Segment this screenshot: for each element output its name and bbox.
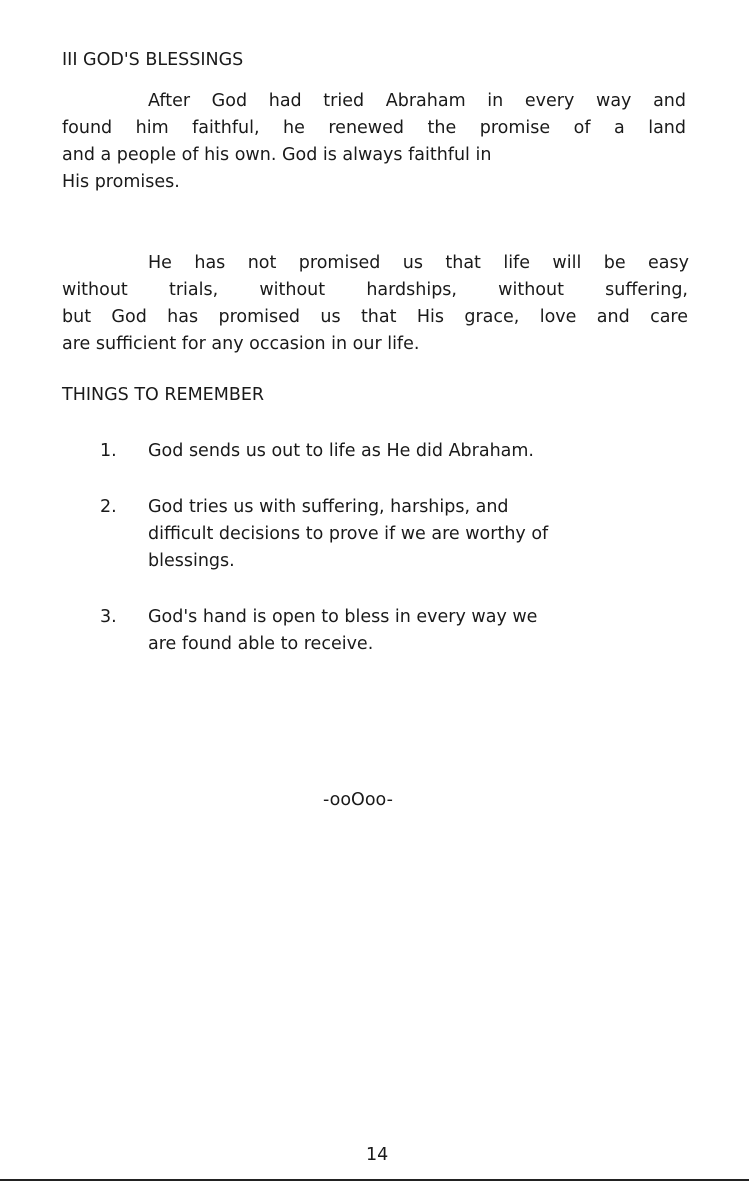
- item-line: God tries us with suffering, harships, and: [148, 497, 509, 517]
- paragraph-1-line: and a people of his own. God is always faithful in: [62, 145, 492, 165]
- paragraph-2-line: without trials, without hardships, without suffering,: [62, 280, 688, 300]
- paragraph-2-line: are sufficient for any occasion in our life.: [62, 334, 420, 354]
- item-number: 3.: [100, 607, 117, 627]
- item-number: 2.: [100, 497, 117, 517]
- section-heading: III GOD'S BLESSINGS: [62, 50, 244, 70]
- item-number: 1.: [100, 441, 117, 461]
- item-line: God sends us out to life as He did Abraham.: [148, 441, 534, 461]
- item-line: difficult decisions to prove if we are worthy of: [148, 524, 549, 544]
- item-line: are found able to receive.: [148, 634, 374, 654]
- page-number: 14: [366, 1145, 389, 1165]
- remember-heading: THINGS TO REMEMBER: [62, 385, 265, 405]
- separator: -ooOoo-: [323, 790, 393, 810]
- item-line: God's hand is open to bless in every way we: [148, 607, 538, 627]
- paragraph-1-line: found him faithful, he renewed the promise of a land: [62, 118, 686, 138]
- bottom-rule: [0, 1179, 749, 1181]
- paragraph-2-line: He has not promised us that life will be easy: [148, 253, 689, 273]
- paragraph-1-line: After God had tried Abraham in every way and: [148, 91, 686, 111]
- item-line: blessings.: [148, 551, 235, 571]
- paragraph-2-line: but God has promised us that His grace, love and care: [62, 307, 688, 327]
- paragraph-1-line: His promises.: [62, 172, 180, 192]
